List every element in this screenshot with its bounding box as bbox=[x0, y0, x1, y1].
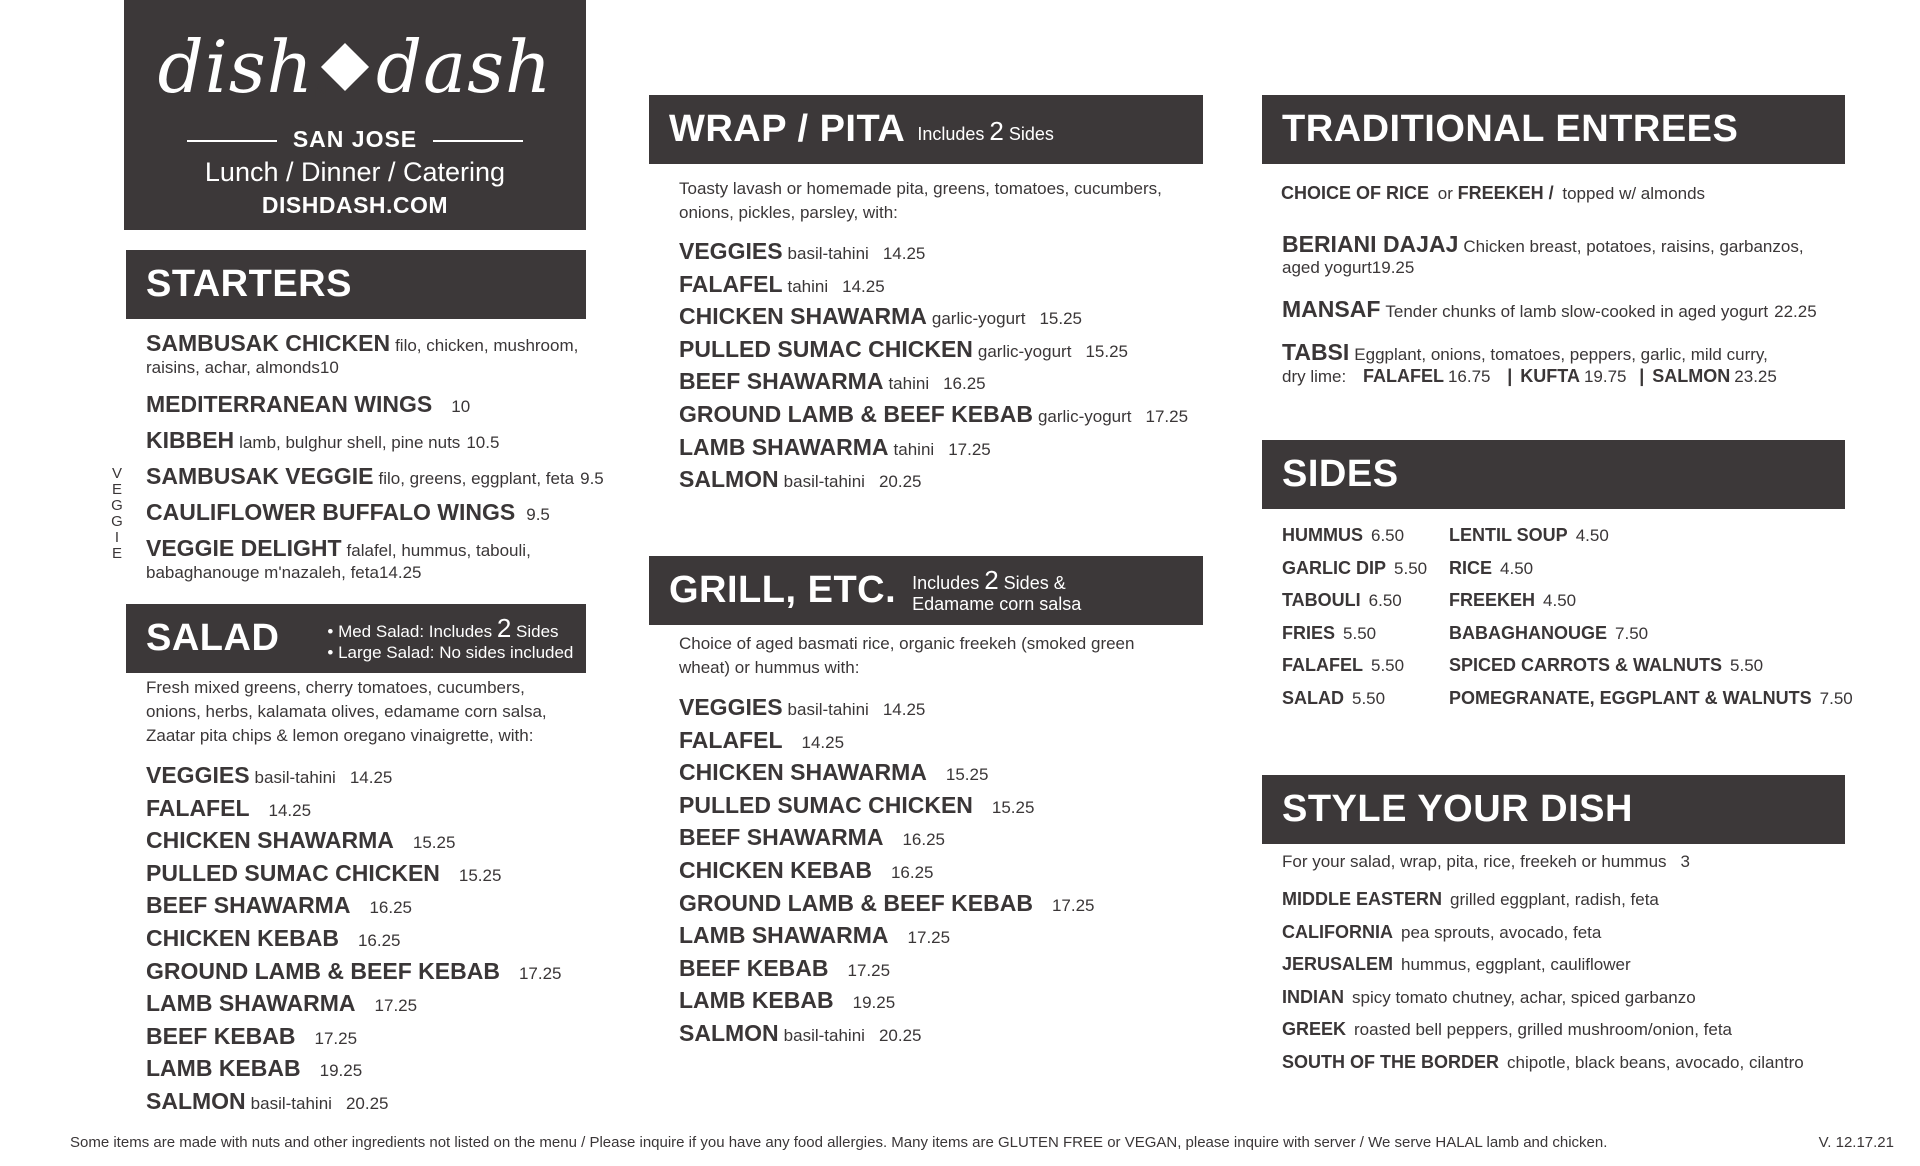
item-name: SAMBUSAK CHICKEN bbox=[146, 330, 391, 356]
item-desc: Tender chunks of lamb slow-cooked in aged yogurt bbox=[1385, 302, 1769, 321]
salad-note-sides: Sides bbox=[511, 622, 559, 641]
item-name: SPICED CARROTS & WALNUTS bbox=[1449, 655, 1723, 676]
item-price: 10.5 bbox=[466, 433, 500, 452]
item-name: BABAGHANOUGE bbox=[1449, 622, 1608, 643]
list-item bbox=[146, 1088, 388, 1115]
item-price: 14.25 bbox=[842, 276, 885, 296]
item-name: JERUSALEM bbox=[1282, 954, 1394, 975]
item-price: 20.25 bbox=[878, 472, 922, 492]
salad-note-large: • Large Salad: No sides included bbox=[327, 643, 574, 662]
item-price: 15.25 bbox=[412, 833, 456, 853]
item-name: TABOULI bbox=[1282, 590, 1361, 611]
list-item bbox=[679, 368, 986, 395]
note-text: Edamame corn salsa bbox=[912, 594, 1082, 614]
item-price: 20.25 bbox=[878, 1026, 922, 1045]
item-desc: tahini bbox=[893, 439, 935, 459]
item-name: SOUTH OF THE BORDER bbox=[1282, 1052, 1500, 1072]
item-price: 15.25 bbox=[1039, 309, 1082, 329]
item-price: 17.25 bbox=[847, 960, 891, 980]
item-price: 14.25 bbox=[801, 732, 845, 752]
item-name: MIDDLE EASTERN bbox=[1282, 889, 1443, 909]
starters-header bbox=[126, 250, 586, 319]
style-title: STYLE YOUR DISH bbox=[1282, 788, 1633, 830]
list-item bbox=[1282, 231, 1804, 258]
item-price: 16.75 bbox=[1447, 367, 1491, 386]
item-name: VEGGIES bbox=[679, 238, 783, 264]
item-price: 16.25 bbox=[357, 931, 401, 950]
item-name: PULLED SUMAC CHICKEN bbox=[679, 791, 973, 818]
item-price: 10 bbox=[319, 358, 339, 377]
item-price: 14.25 bbox=[378, 563, 422, 582]
item-name: BERIANI DAJAJ bbox=[1282, 231, 1459, 257]
sides-header bbox=[1262, 440, 1845, 509]
list-item bbox=[679, 922, 950, 949]
list-item bbox=[146, 795, 311, 822]
list-item bbox=[679, 271, 885, 298]
item-name: BEEF SHAWARMA bbox=[146, 892, 351, 919]
item-name: BEEF SHAWARMA bbox=[679, 824, 884, 851]
note-text: Sides bbox=[1003, 123, 1054, 144]
list-item bbox=[1449, 590, 1576, 611]
item-name: MANSAF bbox=[1282, 296, 1381, 322]
list-item bbox=[146, 892, 412, 919]
item-name: LAMB SHAWARMA bbox=[679, 433, 889, 460]
item-desc: basil-tahini bbox=[254, 768, 336, 787]
item-price: 19.25 bbox=[1371, 258, 1415, 277]
item-price: 4.50 bbox=[1543, 591, 1577, 611]
item-name: INDIAN bbox=[1282, 986, 1344, 1007]
item-desc: tahini bbox=[787, 276, 829, 296]
list-item bbox=[146, 535, 531, 562]
item-price: 19.25 bbox=[852, 993, 896, 1013]
list-item bbox=[679, 336, 1128, 363]
item-name: SALMON bbox=[679, 466, 779, 493]
list-item bbox=[146, 958, 562, 985]
item-desc: basil-tahini bbox=[250, 1094, 332, 1113]
item-desc: pea sprouts, avocado, feta bbox=[1401, 922, 1602, 942]
item-price: 15.25 bbox=[991, 797, 1035, 817]
list-item bbox=[1282, 889, 1659, 910]
item-desc: spicy tomato chutney, achar, spiced garbanzo bbox=[1352, 987, 1696, 1007]
item-price: 17.25 bbox=[374, 996, 418, 1016]
item-name: LAMB SHAWARMA bbox=[679, 922, 889, 949]
item-price: 16.25 bbox=[902, 830, 945, 850]
list-item bbox=[146, 762, 392, 789]
list-item bbox=[679, 759, 988, 786]
item-name: CHICKEN KEBAB bbox=[146, 925, 339, 951]
item-price: 4.50 bbox=[1575, 526, 1609, 545]
item-price: 17.25 bbox=[518, 963, 562, 983]
separator: | bbox=[1507, 366, 1513, 386]
list-item bbox=[1282, 590, 1402, 611]
item-name: CALIFORNIA bbox=[1282, 921, 1393, 942]
item-name: FRIES bbox=[1282, 622, 1336, 643]
item-desc: tahini bbox=[888, 374, 930, 394]
list-item bbox=[146, 990, 417, 1017]
salad-size-notes bbox=[327, 613, 574, 663]
item-price: 16.25 bbox=[943, 374, 986, 394]
entrees-title: TRADITIONAL ENTREES bbox=[1282, 108, 1739, 150]
list-item bbox=[1282, 1052, 1804, 1073]
item-name: HUMMUS bbox=[1282, 525, 1363, 545]
item-name: FALAFEL bbox=[679, 270, 783, 297]
item-name: LAMB KEBAB bbox=[679, 987, 834, 1014]
item-name: LENTIL SOUP bbox=[1449, 525, 1568, 545]
list-item bbox=[679, 238, 925, 265]
item-name: FREEKEH bbox=[1449, 590, 1536, 611]
list-item bbox=[679, 466, 921, 493]
item-price: 17.25 bbox=[1051, 895, 1095, 915]
list-item bbox=[1282, 987, 1696, 1008]
tabsi-option: FALAFEL bbox=[1362, 366, 1444, 386]
list-item bbox=[1282, 1019, 1732, 1040]
item-price: 14.25 bbox=[882, 244, 926, 263]
list-item bbox=[146, 860, 501, 887]
item-price: 10 bbox=[451, 397, 471, 416]
item-price: 5.50 bbox=[1343, 623, 1377, 643]
item-price: 6.50 bbox=[1368, 591, 1402, 611]
item-desc: basil-tahini bbox=[783, 1026, 865, 1045]
item-price: 5.50 bbox=[1394, 558, 1428, 578]
note-num: 2 bbox=[984, 565, 999, 595]
item-desc: dry lime: bbox=[1282, 367, 1347, 386]
item-name: GROUND LAMB & BEEF KEBAB bbox=[679, 889, 1033, 916]
item-price: 23.25 bbox=[1734, 367, 1777, 386]
item-desc: falafel, hummus, tabouli, bbox=[346, 541, 531, 560]
item-desc: babaghanouge m'nazaleh, feta bbox=[146, 563, 379, 582]
item-name: RICE bbox=[1449, 557, 1493, 578]
list-item bbox=[679, 694, 925, 721]
item-desc: roasted bell peppers, grilled mushroom/onion, feta bbox=[1354, 1020, 1733, 1040]
list-item bbox=[679, 792, 1034, 819]
list-item bbox=[146, 463, 604, 490]
item-price: 22.25 bbox=[1774, 302, 1817, 321]
list-item bbox=[1282, 296, 1817, 323]
list-item bbox=[146, 499, 550, 526]
salad-note-num: 2 bbox=[496, 613, 512, 643]
list-item bbox=[146, 1055, 362, 1082]
style-price: 3 bbox=[1680, 852, 1691, 871]
list-item bbox=[146, 330, 578, 357]
entrees-header bbox=[1262, 95, 1845, 164]
list-item bbox=[679, 955, 890, 982]
item-desc: basil-tahini bbox=[787, 700, 869, 719]
style-intro-text: For your salad, wrap, pita, rice, freekeh or hummus bbox=[1282, 852, 1667, 871]
list-item bbox=[679, 434, 991, 461]
sides-title: SIDES bbox=[1282, 453, 1399, 495]
note-num: 2 bbox=[989, 115, 1004, 146]
item-name: CHICKEN KEBAB bbox=[679, 857, 872, 883]
list-item bbox=[679, 1020, 921, 1047]
item-name: VEGGIES bbox=[146, 762, 250, 788]
wrap-title: WRAP / PITA bbox=[669, 108, 906, 150]
item-name: LAMB KEBAB bbox=[146, 1055, 301, 1082]
list-item bbox=[1282, 688, 1385, 709]
list-item bbox=[1449, 688, 1853, 709]
item-price: 17.25 bbox=[1145, 407, 1189, 426]
list-item bbox=[1282, 558, 1427, 579]
wrap-sides-note bbox=[917, 115, 1054, 146]
list-item bbox=[146, 925, 401, 952]
item-name: LAMB SHAWARMA bbox=[146, 990, 356, 1017]
item-desc: filo, chicken, mushroom, bbox=[395, 336, 579, 355]
list-item bbox=[146, 827, 455, 854]
list-item bbox=[679, 890, 1095, 917]
list-item bbox=[679, 303, 1082, 330]
item-desc: basil-tahini bbox=[787, 244, 869, 263]
version-label: V. 12.17.21 bbox=[1818, 1134, 1894, 1151]
item-price: 19.75 bbox=[1583, 367, 1627, 386]
list-item bbox=[1282, 922, 1601, 943]
grill-title: GRILL, ETC. bbox=[669, 569, 897, 611]
item-name: SAMBUSAK VEGGIE bbox=[146, 463, 374, 489]
item-price: 19.25 bbox=[319, 1061, 363, 1081]
item-desc: garlic-yogurt bbox=[1037, 407, 1132, 426]
item-name: CHICKEN SHAWARMA bbox=[679, 759, 927, 786]
logo-block bbox=[124, 0, 586, 230]
list-item-desc-line bbox=[146, 358, 339, 378]
choice-or: or bbox=[1437, 184, 1453, 203]
item-price: 5.50 bbox=[1352, 689, 1386, 708]
salad-header bbox=[126, 604, 586, 673]
list-item bbox=[1282, 954, 1631, 975]
list-item bbox=[146, 427, 499, 454]
item-name: POMEGRANATE, EGGPLANT & WALNUTS bbox=[1449, 688, 1812, 708]
entrees-choice-line bbox=[1281, 183, 1705, 204]
dish-n-dash-logo bbox=[124, 22, 586, 112]
logo-word-dash: dash bbox=[376, 25, 553, 109]
salad-title: SALAD bbox=[146, 617, 280, 659]
item-desc: grilled eggplant, radish, feta bbox=[1450, 890, 1659, 909]
city-name: SAN JOSE bbox=[124, 126, 586, 153]
item-desc: basil-tahini bbox=[783, 472, 865, 492]
list-item bbox=[1282, 655, 1404, 676]
item-name: SALMON bbox=[146, 1088, 246, 1114]
item-price: 17.25 bbox=[948, 439, 991, 459]
item-price: 15.25 bbox=[1085, 341, 1128, 361]
logo-n: N bbox=[314, 81, 329, 102]
style-intro bbox=[1282, 852, 1690, 872]
item-name: BEEF KEBAB bbox=[679, 954, 829, 981]
note-text: Sides & bbox=[998, 573, 1066, 593]
item-price: 15.25 bbox=[458, 865, 502, 885]
item-desc: lamb, bulghur shell, pine nuts bbox=[239, 433, 461, 452]
list-item bbox=[146, 391, 470, 418]
note-text: Includes bbox=[917, 123, 990, 144]
item-name: BEEF SHAWARMA bbox=[679, 368, 884, 395]
wrap-intro: Toasty lavash or homemade pita, greens, tomatoes, cucumbers, onions, pickles, parsley, with: bbox=[679, 179, 1162, 222]
tabsi-option: KUFTA bbox=[1520, 366, 1580, 386]
item-name: CHICKEN SHAWARMA bbox=[146, 827, 394, 854]
item-desc: hummus, eggplant, cauliflower bbox=[1401, 955, 1631, 975]
item-name: TABSI bbox=[1282, 339, 1350, 365]
item-name: BEEF KEBAB bbox=[146, 1022, 296, 1049]
tabsi-options bbox=[1282, 366, 1777, 387]
item-desc: garlic-yogurt bbox=[977, 341, 1072, 361]
item-name: FALAFEL bbox=[146, 794, 250, 821]
footer-note: Some items are made with nuts and other ingredients not listed on the menu / Please inquire if you have any food allergies. Many items are GLUTEN FREE or VEGAN, please inquire with server / We serve HALAL lamb and chicken. bbox=[70, 1134, 1608, 1151]
item-price: 17.25 bbox=[314, 1028, 358, 1048]
separator: | bbox=[1639, 366, 1645, 386]
item-price: 20.25 bbox=[345, 1094, 389, 1113]
item-price: 9.5 bbox=[526, 505, 550, 524]
item-price: 5.50 bbox=[1730, 656, 1764, 676]
website: DISHDASH.COM bbox=[261, 192, 449, 218]
list-item bbox=[679, 401, 1188, 428]
item-price: 6.50 bbox=[1371, 526, 1405, 545]
item-name: PULLED SUMAC CHICKEN bbox=[679, 335, 973, 362]
list-item bbox=[679, 727, 844, 754]
item-price: 16.25 bbox=[369, 898, 412, 918]
item-name: FALAFEL bbox=[1282, 655, 1363, 676]
list-item bbox=[1449, 558, 1533, 579]
item-price: 5.50 bbox=[1371, 656, 1405, 676]
item-price: 7.50 bbox=[1615, 623, 1649, 643]
tabsi-option: SALMON bbox=[1652, 366, 1731, 386]
list-item bbox=[679, 857, 934, 884]
item-desc: Eggplant, onions, tomatoes, peppers, garlic, mild curry, bbox=[1354, 345, 1768, 364]
item-desc: chipotle, black beans, avocado, cilantro bbox=[1507, 1053, 1804, 1072]
salad-note-med: • Med Salad: Includes bbox=[327, 622, 497, 641]
style-header bbox=[1262, 775, 1845, 844]
grill-sides-note bbox=[912, 565, 1082, 615]
logo-n-diamond-icon bbox=[314, 43, 369, 102]
list-item bbox=[1449, 525, 1609, 546]
item-name: VEGGIE DELIGHT bbox=[146, 535, 342, 561]
note-text: Includes bbox=[912, 573, 985, 593]
item-price: 14.25 bbox=[268, 800, 312, 820]
item-price: 17.25 bbox=[907, 928, 951, 948]
item-name: GREEK bbox=[1282, 1019, 1347, 1040]
choice-rice: CHOICE OF RICE bbox=[1281, 183, 1430, 203]
item-desc: filo, greens, eggplant, feta bbox=[378, 469, 575, 488]
grill-intro: Choice of aged basmati rice, organic freekeh (smoked green wheat) or hummus with: bbox=[679, 634, 1135, 677]
item-name: SALMON bbox=[679, 1020, 779, 1046]
item-name: GARLIC DIP bbox=[1282, 557, 1387, 578]
item-name: GROUND LAMB & BEEF KEBAB bbox=[679, 401, 1033, 427]
item-desc: aged yogurt bbox=[1282, 258, 1372, 277]
item-price: 9.5 bbox=[580, 469, 604, 488]
item-name: VEGGIES bbox=[679, 694, 783, 720]
list-item bbox=[679, 987, 895, 1014]
services-line: Lunch / Dinner / Catering bbox=[204, 157, 506, 187]
item-name: CAULIFLOWER BUFFALO WINGS bbox=[146, 499, 516, 525]
item-name: KIBBEH bbox=[146, 427, 235, 453]
choice-topping: topped w/ almonds bbox=[1562, 184, 1706, 203]
item-name: GROUND LAMB & BEEF KEBAB bbox=[146, 957, 500, 984]
item-desc: garlic-yogurt bbox=[931, 309, 1026, 329]
item-name: MEDITERRANEAN WINGS bbox=[146, 391, 433, 417]
item-name: FALAFEL bbox=[679, 726, 783, 753]
wrap-header bbox=[649, 95, 1203, 164]
item-desc: Chicken breast, potatoes, raisins, garbanzos, bbox=[1463, 237, 1804, 256]
veggie-vertical-label: VEGGIE bbox=[111, 465, 123, 562]
item-name: PULLED SUMAC CHICKEN bbox=[146, 859, 440, 886]
starters-title: STARTERS bbox=[146, 263, 352, 305]
item-name: SALAD bbox=[1282, 688, 1344, 708]
list-item-desc-line bbox=[1282, 258, 1414, 278]
list-item-desc-line bbox=[146, 563, 421, 583]
list-item bbox=[146, 1023, 357, 1050]
item-price: 15.25 bbox=[945, 765, 989, 785]
item-price: 16.25 bbox=[890, 863, 934, 882]
item-price: 4.50 bbox=[1500, 558, 1534, 578]
choice-freekeh: FREEKEH / bbox=[1457, 183, 1554, 203]
list-item bbox=[679, 824, 945, 851]
item-price: 7.50 bbox=[1819, 689, 1853, 708]
salad-intro: Fresh mixed greens, cherry tomatoes, cucumbers, onions, herbs, kalamata olives, edamame corn salsa, Zaatar pita chips & lemon oregano vinaigrette, with: bbox=[146, 678, 547, 745]
list-item bbox=[1282, 339, 1768, 366]
list-item bbox=[1282, 623, 1376, 644]
item-price: 14.25 bbox=[349, 768, 393, 787]
grill-header bbox=[649, 556, 1203, 625]
list-item bbox=[1449, 655, 1763, 676]
logo-word-dish: dish bbox=[157, 25, 315, 109]
list-item bbox=[1449, 623, 1648, 644]
item-price: 14.25 bbox=[882, 700, 926, 719]
list-item bbox=[1282, 525, 1404, 546]
item-desc: raisins, achar, almonds bbox=[146, 358, 320, 377]
item-name: CHICKEN SHAWARMA bbox=[679, 303, 927, 330]
